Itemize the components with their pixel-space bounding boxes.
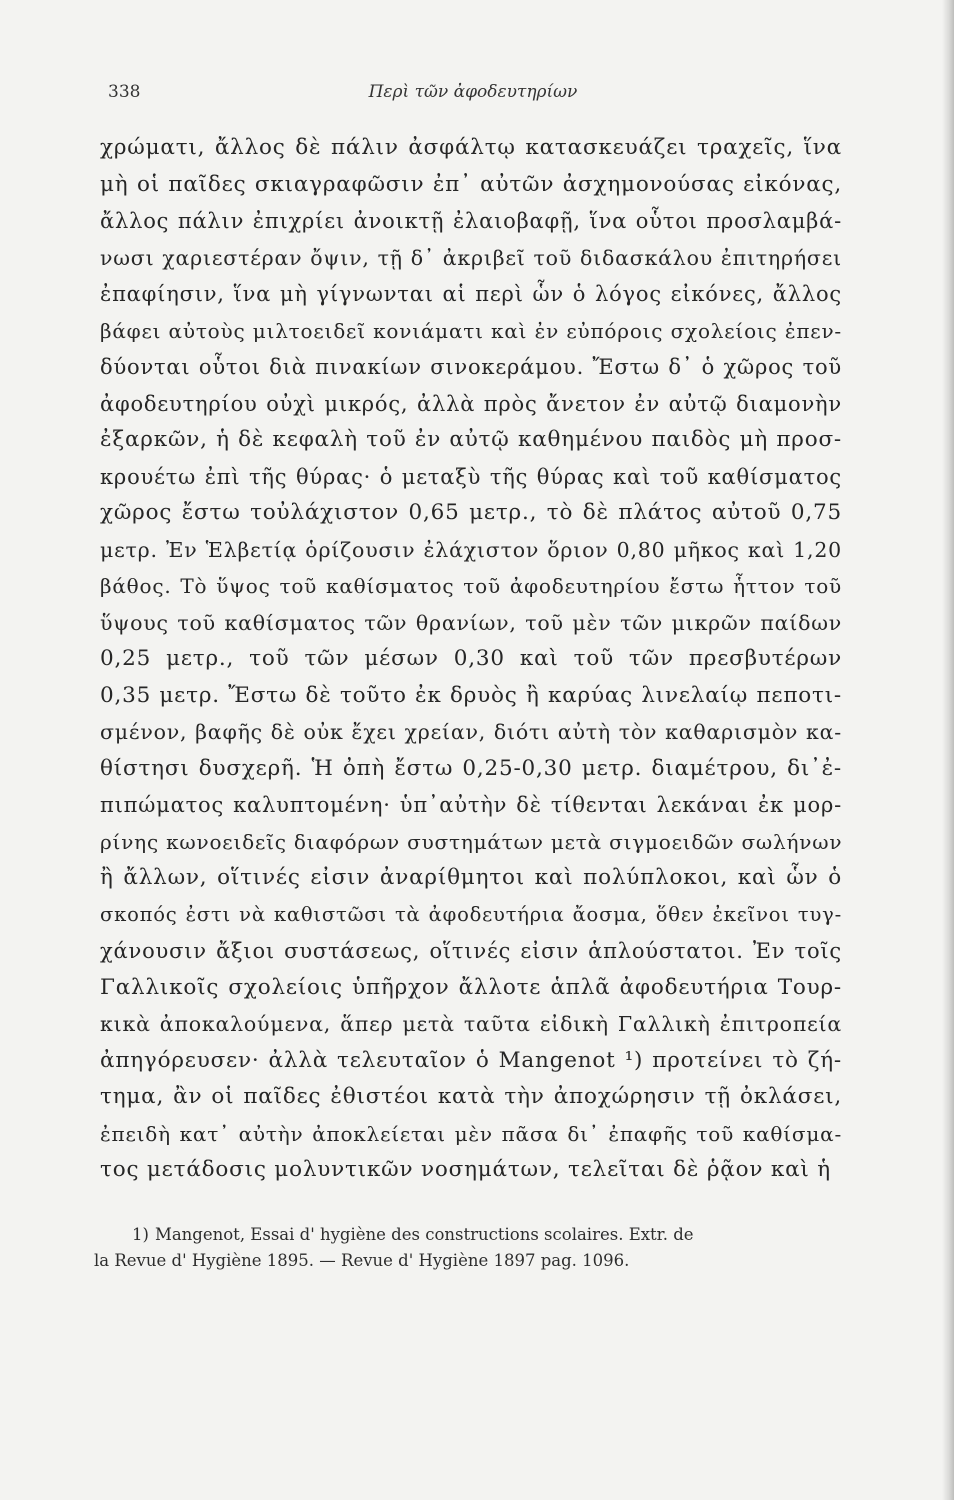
text-line: ἀπηγόρευσεν· ἀλλὰ τελευταῖον ὁ Mangenot ¹) προτείνει τὸ ζή- (100, 1047, 842, 1073)
text-line: ἀφοδευτηρίου οὐχὶ μικρός, ἀλλὰ πρὸς ἄνετον ἐν αὐτῷ διαμονὴν (100, 391, 842, 416)
text-line: χρώματι, ἄλλος δὲ πάλιν ἀσφάλτῳ κατασκευάζει τραχεῖς, ἵνα (100, 135, 842, 160)
text-line: βάθος. Τὸ ὕψος τοῦ καθίσματος τοῦ ἀφοδευτηρίου ἔστω ἧττον τοῦ (100, 574, 842, 598)
page-header (108, 82, 838, 112)
text-line: ἄλλος πάλιν ἐπιχρίει ἀνοικτῇ ἐλαιοβαφῇ, ἵνα οὗτοι προσλαμβά- (100, 209, 842, 233)
footnote-text-1: Mangenot, Essai d' hygiène des constructions scolaires. Extr. de (154, 1225, 694, 1244)
text-line: νωσι χαριεστέραν ὄψιν, τῇ δ᾽ ἀκριβεῖ τοῦ διδασκάλου ἐπιτηρήσει (100, 245, 842, 270)
footnotes (94, 1222, 828, 1274)
text-line: ὕψους τοῦ καθίσματος τῶν θρανίων, τοῦ μὲν τῶν μικρῶν παίδων (100, 610, 842, 635)
running-title: Περὶ τῶν ἀφοδευτηρίων (368, 82, 578, 102)
footnote-line-2: la Revue d' Hygiène 1895. — Revue d' Hygiène 1897 pag. 1096. (94, 1251, 630, 1270)
text-line: ἐξαρκῶν, ἡ δὲ κεφαλὴ τοῦ ἐν αὐτῷ καθημένου παιδὸς μὴ προσ- (100, 427, 842, 452)
text-line: χάνουσιν ἄξιοι συστάσεως, οἵτινές εἰσιν ἁπλούστατοι. Ἐν τοῖς (100, 939, 842, 963)
text-line: δύονται οὗτοι διὰ πινακίων σινοκεράμου. Ἔστω δ᾽ ὁ χῶρος τοῦ (100, 355, 842, 379)
page-number: 338 (108, 82, 141, 102)
text-line: ἢ ἄλλων, οἵτινές εἰσιν ἀναρίθμητοι καὶ πολύπλοκοι, καὶ ὧν ὁ (100, 865, 842, 890)
text-line: σκοπός ἐστι νὰ καθιστῶσι τὰ ἀφοδευτήρια ἄοσμα, ὅθεν ἐκεῖνοι τυγ- (100, 902, 842, 926)
text-line: 0,25 μετρ., τοῦ τῶν μέσων 0,30 καὶ τοῦ τῶν πρεσβυτέρων (100, 646, 842, 671)
text-line: κικὰ ἀποκαλούμενα, ἅπερ μετὰ ταῦτα εἰδικὴ Γαλλικὴ ἐπιτροπεία (100, 1012, 842, 1036)
text-line: 0,35 μετρ. Ἔστω δὲ τοῦτο ἐκ δρυὸς ἢ καρύας λινελαίῳ πεποτι- (100, 682, 842, 708)
text-line: σμένον, βαφῆς δὲ οὐκ ἔχει χρείαν, διότι αὐτὴ τὸν καθαρισμὸν κα- (100, 720, 842, 744)
text-line: ἐπαφίησιν, ἵνα μὴ γίγνωνται αἱ περὶ ὧν ὁ λόγος εἰκόνες, ἄλλος (100, 282, 842, 306)
text-line: κρουέτω ἐπὶ τῆς θύρας· ὁ μεταξὺ τῆς θύρας καὶ τοῦ καθίσματος (100, 464, 842, 489)
text-line: χῶρος ἔστω τοὐλάχιστον 0,65 μετρ., τὸ δὲ πλάτος αὐτοῦ 0,75 (100, 500, 842, 525)
page-edge-shadow (942, 0, 954, 1500)
text-line: μετρ. Ἐν Ἑλβετίᾳ ὁρίζουσιν ἐλάχιστον ὅριον 0,80 μῆκος καὶ 1,20 (100, 537, 842, 562)
text-line: τος μετάδοσις μολυντικῶν νοσημάτων, τελεῖται δὲ ῥᾷον καὶ ἡ (100, 1157, 831, 1182)
text-line: βάφει αὐτοὺς μιλτοειδεῖ κονιάματι καὶ ἐν εὐπόροις σχολείοις ἐπεν- (100, 318, 842, 343)
text-line: θίστησι δυσχερῆ. Ἡ ὀπὴ ἔστω 0,25-0,30 μετρ. διαμέτρου, δι᾽ἐ- (100, 755, 842, 781)
text-line: ρίνης κωνοειδεῖς διαφόρων συστημάτων μετὰ σιγμοειδῶν σωλήνων (100, 829, 842, 854)
text-line: ἐπειδὴ κατ᾽ αὐτὴν ἀποκλείεται μὲν πᾶσα δι᾽ ἐπαφῆς τοῦ καθίσμα- (100, 1121, 842, 1146)
footnote-line-1 (94, 1222, 828, 1248)
text-line: πιπώματος καλυπτομένη· ὑπ᾽αὐτὴν δὲ τίθενται λεκάναι ἐκ μορ- (100, 793, 842, 817)
footnote-marker: 1) (132, 1225, 149, 1244)
text-line: μὴ οἱ παῖδες σκιαγραφῶσιν ἐπ᾽ αὐτῶν ἀσχημονούσας εἰκόνας, (100, 171, 842, 197)
body-text (100, 130, 842, 1189)
text-line: Γαλλικοῖς σχολείοις ὑπῆρχον ἄλλοτε ἁπλᾶ ἀφοδευτήρια Τουρ- (100, 974, 842, 1000)
text-line: τημα, ἂν οἱ παῖδες ἐθιστέοι κατὰ τὴν ἀποχώρησιν τῇ ὀκλάσει, (100, 1084, 842, 1109)
